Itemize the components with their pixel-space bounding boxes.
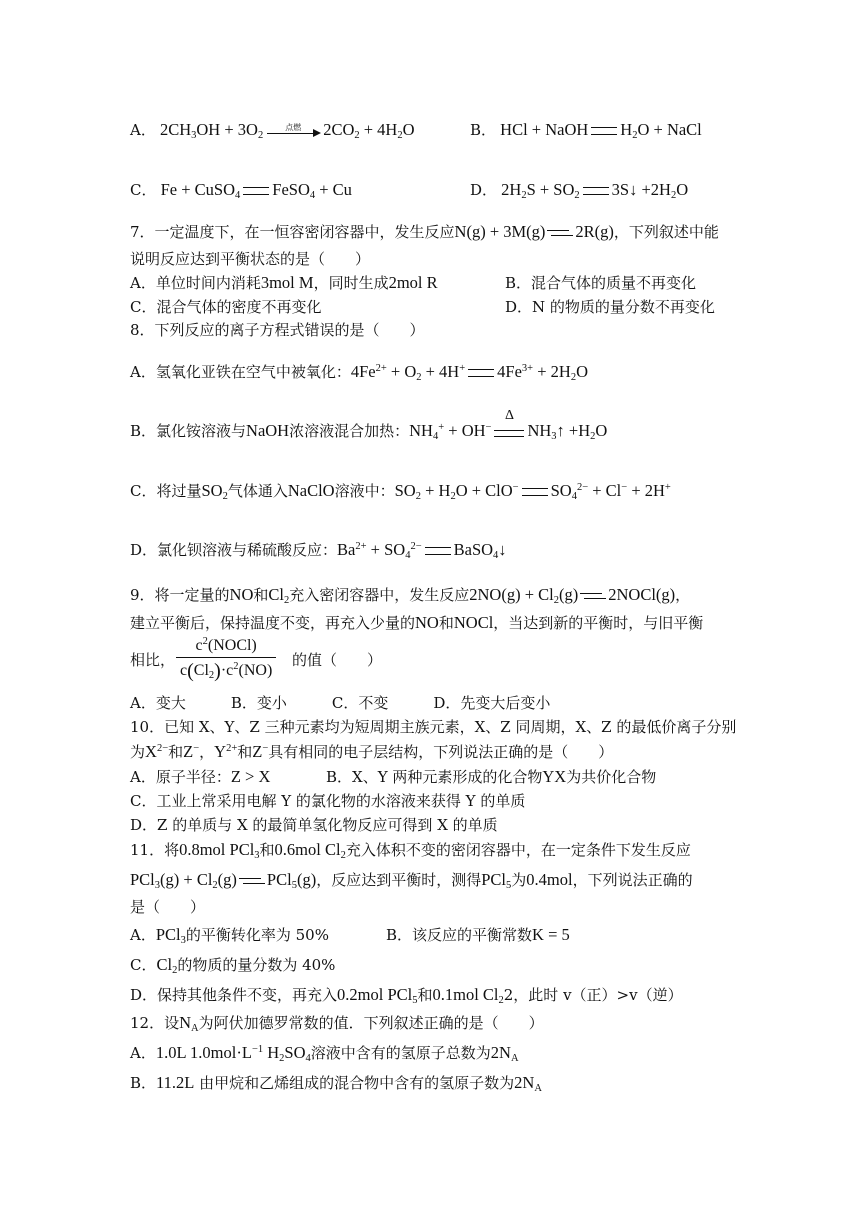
q11-line3: 是（ ）: [130, 898, 206, 916]
q9-line1: 9．将一定量的NO和$Cl_2$充入密闭容器中，发生反应$2NO(g) + Cl_2(g)$ 2NOCl(g)，: [130, 585, 691, 606]
q12-stem: 12．设$N_A$为阿伏加德罗常数的值．下列叙述正确的是（ ）: [130, 1013, 544, 1034]
q10-line1: 10．已知 X、Y、Z 三种元素均为短周期主族元素，X、Z 同周期，X、Z 的最低价离子分别: [130, 718, 737, 736]
q10-line2: 为$X^{2-}$和Z−，$Y^{2+}$和Z−具有相同的电子层结构，下列说法正确的是（ ）: [130, 742, 614, 761]
q11-option-b: B．该反应的平衡常数K = 5: [386, 925, 570, 944]
q12-option-a: A．1.0L $1.0mol\cdot L^{-1}$ $H_2SO_4$溶液中含有的氢原子总数为$2N_A$: [130, 1043, 519, 1064]
equilibrium-arrow-icon: [239, 874, 265, 888]
q10-option-a: A．原子半径：Z > X: [130, 767, 271, 786]
q11-option-d: D．保持其他条件不变，再充入0.2mol PCl$_5$和0.1mol $Cl_22$，此时 v（正）>v（逆）: [130, 985, 683, 1006]
q7-line2: 说明反应达到平衡状态的是（ ）: [130, 250, 371, 268]
equilibrium-arrow-icon: [547, 226, 573, 240]
q6-option-a: A． $2CH_3OH + 3O_2$ 点燃 $2CO_2 + 4H_2O$: [130, 120, 415, 141]
q8-option-b: B．氯化铵溶液与NaOH浓溶液混合加热：$NH_4^+ + OH^-$ Δ $NH_3↑ +H_2O$: [130, 408, 608, 442]
q9-line2: 建立平衡后，保持温度不变，再充入少量的NO和NOCl，当达到新的平衡时，与旧平衡: [130, 613, 704, 632]
q8-option-c: C．将过量$SO_2$气体通入NaClO溶液中：$SO_2 + H_2O + ClO^-$ $SO_4^{2-} + Cl^- + 2H^+$: [130, 481, 671, 502]
q9-fraction: $c^2(NOCl)$ $c(Cl_2)\cdot c^2(NO)$: [176, 637, 276, 683]
reaction-arrow-icon: 点燃: [265, 121, 321, 141]
q10-option-c: C．工业上常采用电解 Y 的氯化物的水溶液来获得 Y 的单质: [130, 792, 526, 810]
q8-option-d: D．氯化钡溶液与稀硫酸反应：$Ba^{2+} + SO_4^{2-}$ BaSO$_4$↓: [130, 540, 507, 561]
q7-line1: 7．一定温度下，在一恒容密闭容器中，发生反应N(g) + 3M(g) 2R(g)，下列叙述中能: [130, 222, 719, 241]
q7-option-c: C．混合气体的密度不再变化: [130, 298, 322, 316]
q7-option-b: B．混合气体的质量不再变化: [505, 274, 697, 292]
q10-option-b: B．X、Y 两种元素形成的化合物YX为共价化合物: [326, 767, 657, 786]
q9-line3b: 的值（ ）: [292, 651, 383, 669]
equilibrium-arrow-icon: [580, 589, 606, 603]
q6-option-d: D． $2H_2S + SO_2$ 3S↓ $+2H_2O$: [470, 180, 689, 201]
q10-option-d: D．Z 的单质与 X 的最简单氢化物反应可得到 X 的单质: [130, 816, 498, 834]
q9-line3a: 相比，: [130, 651, 176, 669]
q6-option-c: C． Fe + CuSO$_4$ FeSO$_4$ + Cu: [130, 180, 352, 201]
q8-stem: 8．下列反应的离子方程式错误的是（ ）: [130, 321, 425, 339]
heating-equals-icon: Δ: [494, 422, 524, 442]
q7-option-d: D．N 的物质的量分数不再变化: [505, 298, 715, 316]
q12-option-b: B．11.2L 由甲烷和乙烯组成的混合物中含有的氢原子数为$2N_A$: [130, 1073, 542, 1094]
q6-option-b: B． HCl + NaOH $H_2O$ + NaCl: [470, 120, 702, 141]
q11-option-a: A．PCl$_3$的平衡转化率为 50%: [130, 925, 329, 946]
q11-line2: $PCl_3(g) + Cl_2(g)$ PCl$_5$(g)，反应达到平衡时，测得PCl$_5$为0.4mol，下列说法正确的: [130, 870, 693, 891]
q9-options: A．变大 B．变小 C．不变 D．先变大后变小: [130, 694, 551, 712]
q8-option-a: A．氢氧化亚铁在空气中被氧化：$4Fe^{2+} + O_2 + 4H^+$ $4Fe^{3+} + 2H_2O$: [130, 362, 588, 383]
q11-line1: 11．将0.8mol PCl$_3$和0.6mol $Cl_2$充入体积不变的密闭容器中，在一定条件下发生反应: [130, 840, 691, 861]
q7-option-a: A．单位时间内消耗3mol M，同时生成2mol R: [130, 273, 438, 292]
q11-option-c: C．$Cl_2$的物质的量分数为 40%: [130, 955, 336, 976]
